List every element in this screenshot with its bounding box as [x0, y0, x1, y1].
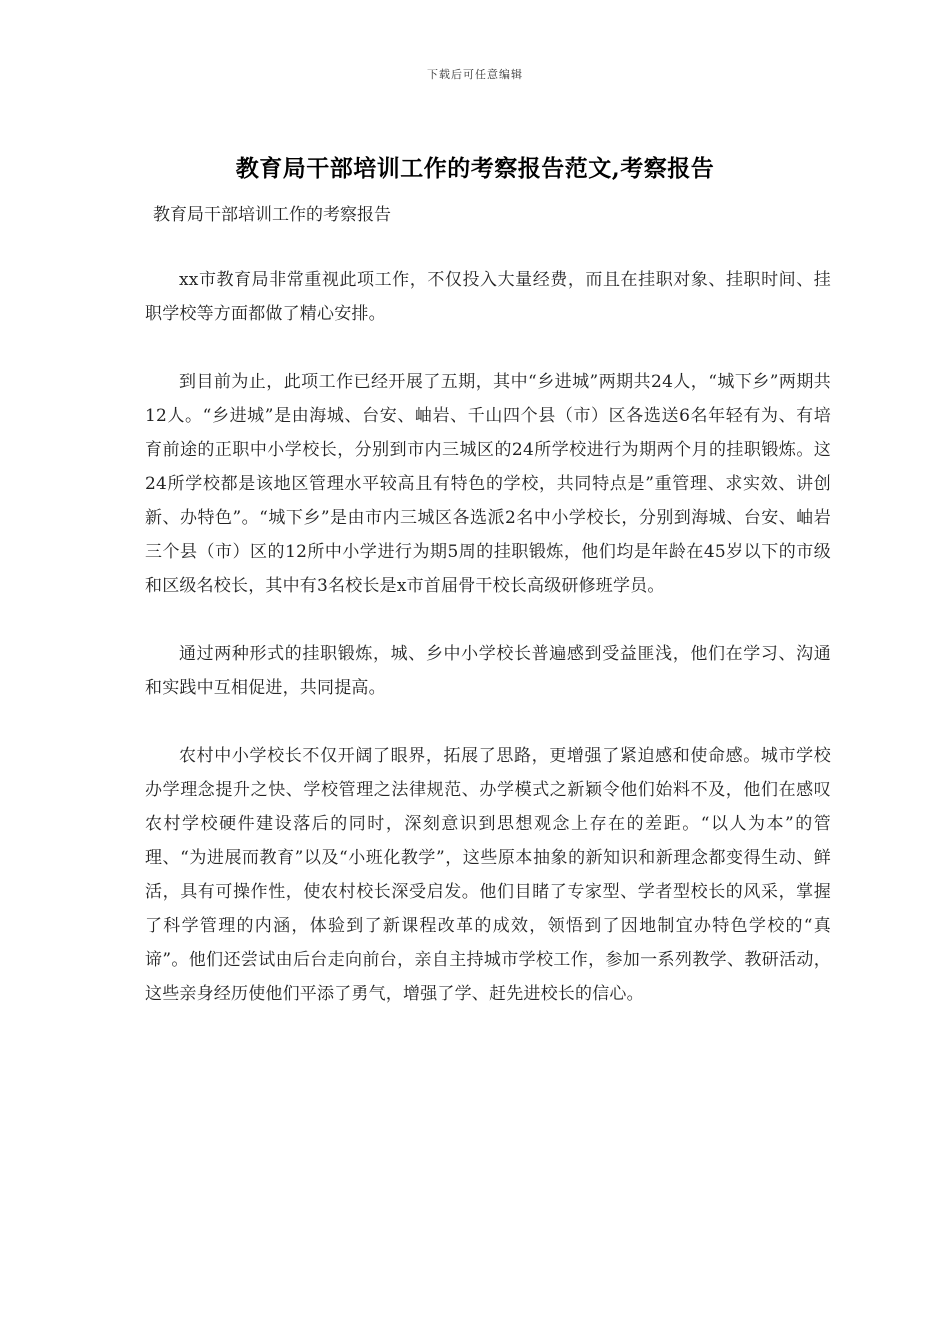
- paragraph-2: 到目前为止，此项工作已经开展了五期，其中“乡进城”两期共24人，“城下乡”两期共12人。“乡进城”是由海城、台安、岫岩、千山四个县（市）区各选送6名年轻有为、有培育前途的正职中小学校长，分别到市内三城区的24所学校进行为期两个月的挂职锻炼。这24所学校都是该地区管理水平较高且有特色的学校，共同特点是”重管理、求实效、讲创新、办特色”。“城下乡”是由市内三城区各选派2名中小学校长，分别到海城、台安、岫岩三个县（市）区的12所中小学进行为期5周的挂职锻炼，他们均是年龄在45岁以下的市级和区级名校长，其中有3名校长是x市首届骨干校长高级研修班学员。: [145, 372, 831, 596]
- document-body: [145, 263, 831, 1045]
- paragraph-3: 通过两种形式的挂职锻炼，城、乡中小学校长普遍感到受益匪浅，他们在学习、沟通和实践中互相促进，共同提高。: [145, 644, 831, 698]
- paragraph-4: 农村中小学校长不仅开阔了眼界，拓展了思路，更增强了紧迫感和使命感。城市学校办学理念提升之快、学校管理之法律规范、办学模式之新颖令他们始料不及，他们在感叹农村学校硬件建设落后的同时，深刻意识到思想观念上存在的差距。“以人为本”的管理、“为进展而教育”以及“小班化教学”，这些原本抽象的新知识和新理念都变得生动、鲜活，具有可操作性，使农村校长深受启发。他们目睹了专家型、学者型校长的风采，掌握了科学管理的内涵，体验到了新课程改革的成效，领悟到了因地制宜办特色学校的“真谛”。他们还尝试由后台走向前台，亲自主持城市学校工作，参加一系列教学、教研活动，这些亲身经历使他们平添了勇气，增强了学、赶先进校长的信心。: [145, 746, 831, 1004]
- document-subtitle: 教育局干部培训工作的考察报告: [153, 205, 391, 225]
- paragraph-1: xx市教育局非常重视此项工作，不仅投入大量经费，而且在挂职对象、挂职时间、挂职学校等方面都做了精心安排。: [145, 270, 831, 324]
- header-note: 下载后可任意编辑: [427, 68, 523, 81]
- document-title: 教育局干部培训工作的考察报告范文,考察报告: [235, 155, 715, 182]
